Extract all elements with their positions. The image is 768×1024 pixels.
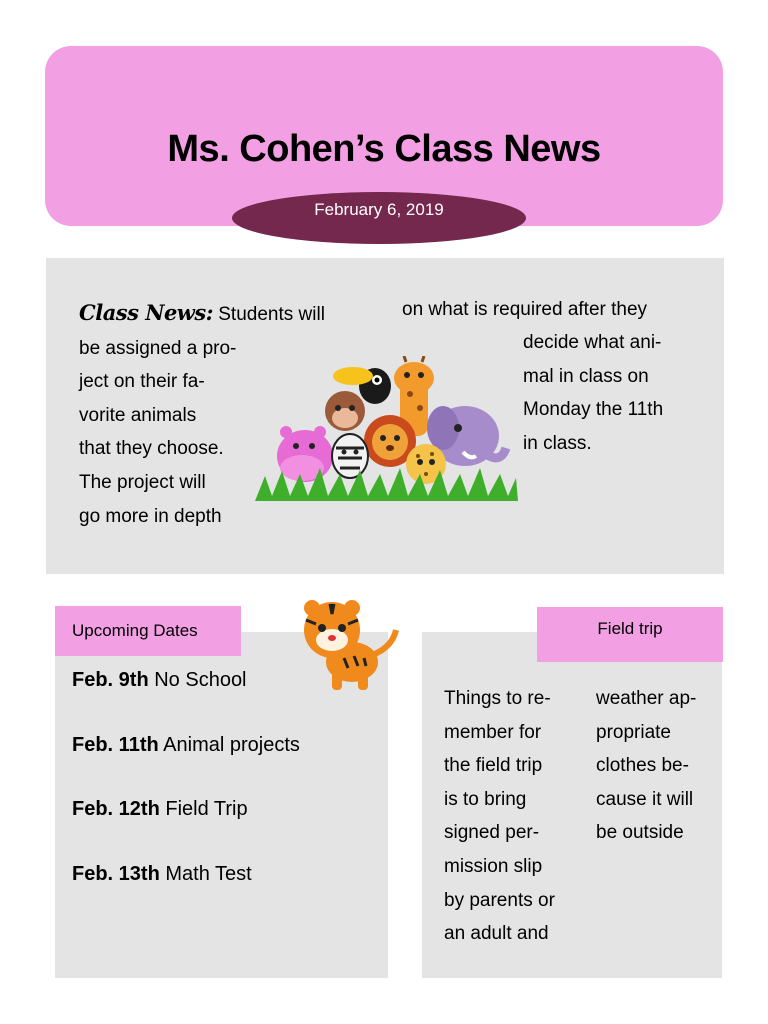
news-line: go more in depth — [79, 505, 222, 527]
news-line: The project will — [79, 471, 206, 493]
date-label: Feb. 11th — [72, 734, 159, 756]
zoo-animals-icon — [250, 356, 520, 504]
news-line: Students will — [212, 304, 325, 325]
date-event: No School — [148, 669, 247, 691]
news-line: mal in class on — [523, 365, 649, 387]
trip-line: by parents or — [444, 889, 555, 911]
upcoming-date-item — [72, 798, 248, 821]
news-line: in class. — [523, 432, 592, 454]
date-event: Field Trip — [159, 798, 248, 820]
news-line: ject on their fa- — [79, 371, 205, 393]
upcoming-date-item — [72, 863, 252, 886]
trip-line: Things to re- — [444, 688, 551, 709]
hippo-icon — [277, 426, 333, 482]
upcoming-date-item — [72, 669, 247, 692]
date-label: Feb. 13th — [72, 863, 160, 885]
trip-line: weather ap- — [596, 688, 697, 709]
news-line: vorite animals — [79, 404, 197, 426]
field-trip-text-right — [596, 682, 721, 850]
monkey-icon — [325, 391, 365, 431]
field-trip-text-left — [444, 682, 584, 951]
class-news-text-right — [523, 326, 703, 460]
trip-line: member for — [444, 721, 542, 743]
page-title: Ms. Cohen’s Class News — [167, 128, 601, 170]
news-line: that they choose. — [79, 438, 224, 460]
zebra-icon — [332, 434, 368, 478]
class-news-heading: Class News: — [79, 300, 213, 325]
date-event: Math Test — [159, 863, 252, 885]
trip-line: mission slip — [444, 855, 543, 877]
trip-line: an adult and — [444, 923, 549, 945]
trip-line: the field trip — [444, 755, 543, 777]
upcoming-date-item — [72, 734, 300, 757]
class-news-text-top-right: on what is required after they — [402, 299, 648, 320]
trip-line: clothes be- — [596, 755, 689, 777]
trip-line: be outside — [596, 822, 684, 844]
news-line: be assigned a pro- — [79, 337, 237, 359]
tiger-icon — [292, 598, 402, 694]
date-event: Animal projects — [158, 734, 300, 756]
date-label: Feb. 12th — [72, 798, 160, 820]
trip-line: cause it will — [596, 788, 694, 810]
date-label: Feb. 9th — [72, 669, 149, 691]
trip-line: signed per- — [444, 822, 540, 844]
news-line: decide what ani- — [523, 332, 662, 353]
news-line: Monday the 11th — [523, 399, 664, 421]
trip-line: propriate — [596, 721, 671, 743]
field-trip-tab: Field trip — [537, 607, 723, 662]
date-badge: February 6, 2019 — [232, 192, 526, 244]
trip-line: is to bring — [444, 788, 527, 810]
upcoming-dates-tab: Upcoming Dates — [55, 606, 241, 656]
